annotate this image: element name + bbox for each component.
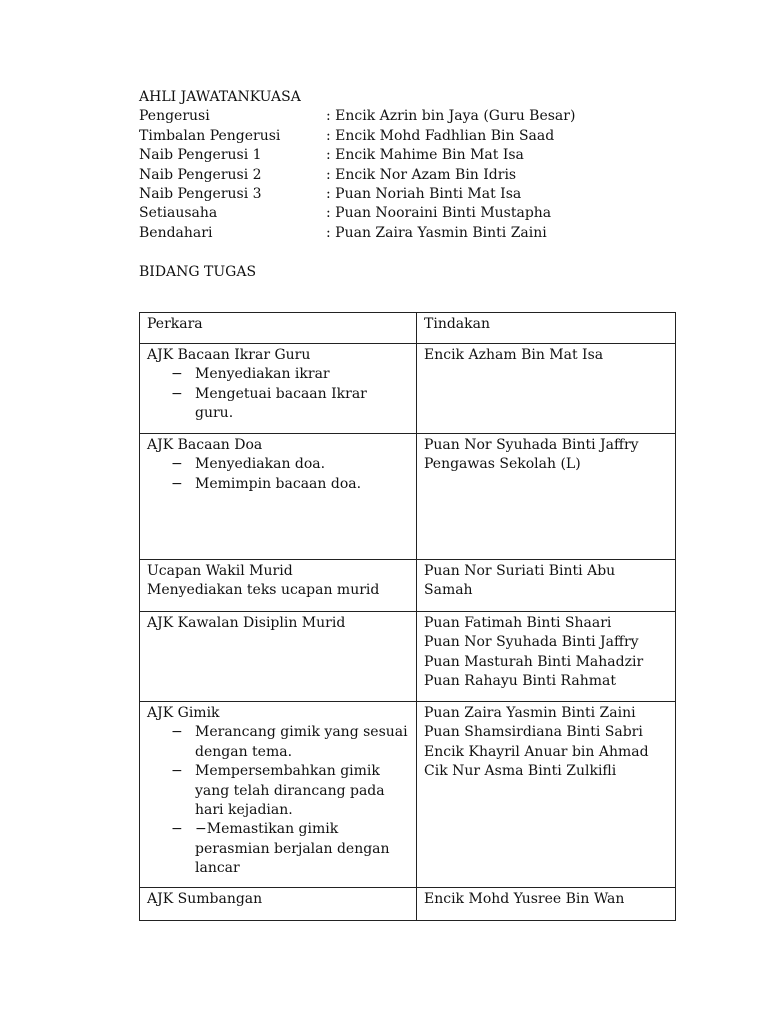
member-name: : Encik Mahime Bin Mat Isa: [326, 147, 524, 164]
perkara-cell: [140, 702, 417, 888]
person-name: Puan Zaira Yasmin Binti Zaini: [424, 705, 636, 721]
task-item: − −Memastikan gimik perasmian berjalan dengan lancar: [171, 820, 409, 878]
committee-member: [139, 204, 575, 223]
member-name: : Puan Zaira Yasmin Binti Zaini: [326, 224, 547, 241]
member-name: : Encik Mohd Fadhlian Bin Saad: [326, 127, 555, 144]
tindakan-cell: [417, 888, 676, 921]
tindakan-cell: [417, 344, 676, 434]
table-row: [140, 702, 676, 888]
perkara-cell: [140, 888, 417, 921]
member-name: : Puan Nooraini Binti Mustapha: [326, 205, 552, 222]
tindakan-cell: [417, 434, 676, 560]
table-row: [140, 612, 676, 702]
member-name: : Puan Noriah Binti Mat Isa: [326, 185, 522, 202]
person-name: Encik Khayril Anuar bin Ahmad: [424, 743, 649, 760]
member-role: Naib Pengerusi 2: [139, 166, 262, 183]
task-item: − Mengetuai bacaan Ikrar guru.: [171, 385, 409, 424]
person-name: Puan Nor Syuhada Binti Jaffry: [424, 634, 639, 651]
person-name: Puan Nor Suriati Binti Abu Samah: [424, 563, 616, 599]
member-role: Bendahari: [139, 224, 213, 241]
perkara-title: AJK Kawalan Disiplin Murid: [147, 615, 346, 631]
table-row: [140, 344, 676, 434]
committee-member: [139, 185, 575, 204]
person-name: Puan Rahayu Binti Rahmat: [424, 673, 617, 690]
committee-member: [139, 166, 575, 185]
person-name: Encik Azham Bin Mat Isa: [424, 347, 604, 363]
perkara-title: AJK Gimik: [147, 705, 220, 721]
table-row: [140, 888, 676, 921]
perkara-cell: [140, 612, 417, 702]
person-name: Puan Nor Syuhada Binti Jaffry: [424, 437, 639, 453]
task-item: − Menyediakan ikrar: [171, 365, 409, 384]
perkara-title: AJK Bacaan Ikrar Guru: [147, 347, 311, 363]
duties-title: BIDANG TUGAS: [139, 264, 257, 280]
member-role: Timbalan Pengerusi: [139, 127, 281, 144]
committee-member: [139, 107, 575, 126]
tindakan-cell: [417, 612, 676, 702]
tindakan-cell: [417, 702, 676, 888]
task-item: − Memimpin bacaan doa.: [171, 475, 409, 494]
header-tindakan: Tindakan: [417, 313, 676, 344]
perkara-cell: [140, 560, 417, 612]
person-name: Puan Fatimah Binti Shaari: [424, 615, 612, 631]
perkara-cell: [140, 434, 417, 560]
perkara-cell: [140, 344, 417, 434]
member-role: Setiausaha: [139, 205, 218, 222]
member-role: Naib Pengerusi 1: [139, 147, 262, 164]
member-name: : Encik Nor Azam Bin Idris: [326, 166, 517, 183]
person-name: Pengawas Sekolah (L): [424, 456, 581, 473]
task-item: − Mempersembahkan gimik yang telah dirancang pada hari kejadian.: [171, 762, 409, 820]
table-row: [140, 560, 676, 612]
member-role: Pengerusi: [139, 108, 210, 125]
table-row: [140, 434, 676, 560]
tindakan-cell: [417, 560, 676, 612]
perkara-title: AJK Bacaan Doa: [147, 437, 263, 453]
member-name: : Encik Azrin bin Jaya (Guru Besar): [326, 108, 576, 125]
person-name: Puan Shamsirdiana Binti Sabri: [424, 724, 643, 741]
duties-table: [139, 312, 676, 921]
perkara-title: Ucapan Wakil Murid: [147, 563, 293, 579]
perkara-detail: Menyediakan teks ucapan murid: [147, 582, 380, 599]
task-list: [147, 365, 409, 423]
person-name: Encik Mohd Yusree Bin Wan: [424, 891, 625, 907]
task-item: − Menyediakan doa.: [171, 455, 409, 474]
table-header-row: [140, 313, 676, 344]
task-list: [147, 723, 409, 878]
committee-section: [139, 88, 575, 243]
perkara-title: AJK Sumbangan: [147, 891, 263, 907]
committee-member: [139, 146, 575, 165]
member-role: Naib Pengerusi 3: [139, 185, 262, 202]
committee-title: AHLI JAWATANKUASA: [139, 89, 301, 105]
header-perkara: Perkara: [140, 313, 417, 344]
person-name: Cik Nur Asma Binti Zulkifli: [424, 763, 617, 780]
task-item: − Merancang gimik yang sesuai dengan tema.: [171, 723, 409, 762]
task-list: [147, 455, 409, 494]
committee-member: [139, 127, 575, 146]
person-name: Puan Masturah Binti Mahadzir: [424, 653, 644, 670]
committee-member: [139, 224, 575, 243]
